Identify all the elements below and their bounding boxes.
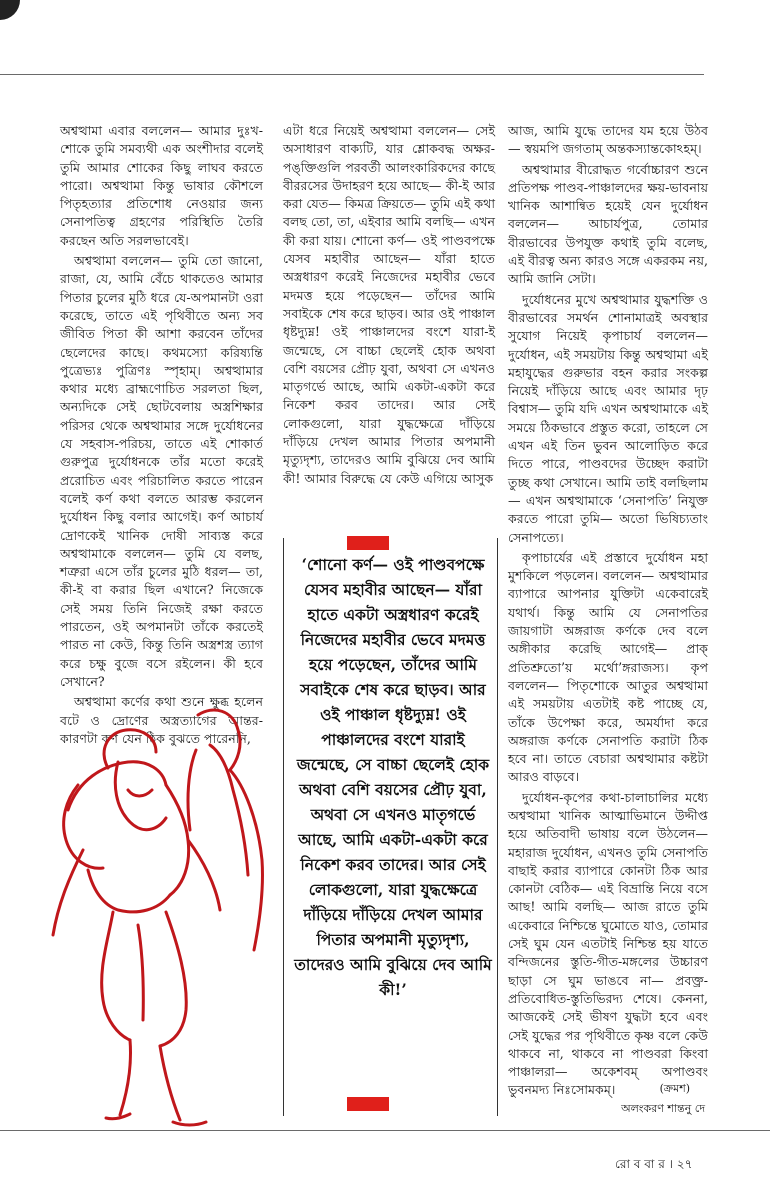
footer-separator: । [668,1157,677,1171]
continued-label: (ক্রমশ) [659,1082,690,1095]
footer-rule [0,1130,770,1131]
warrior-illustration [48,690,288,1130]
pull-quote: ‘শোনো কর্ণ— ওই পাণ্ডবপক্ষে যেসব মহাবীর আছেন— যাঁরা হাতে একটা অস্ত্রধারণ করেই নিজেদের মহাবীর ভেবে মদমত্ত হয়ে পড়েছেন, তাঁদের আমি সবাইকে শেষ করে ছাড়ব। আর ওই পাঞ্চাল ধৃষ্টদ্যুম্ন! ওই পাঞ্চালদের বংশে যারাই জন্মেছে, সে বাচ্চা ছেলেই হোক অথবা বেশি বয়সের প্রৌঢ় যুবা, অথবা সে এখনও মাতৃগর্ভে আছে, আমি একটা-একটা করে নিকেশ করব তাদের। আর সেই লোকগুলো, যারা যুদ্ধক্ষেত্রে দাঁড়িয়ে দাঁড়িয়ে দেখল আমার পিতার অপমানী মৃত্যুদৃশ্য, তাদেরও আমি বুঝিয়ে দেব আমি কী!’ [294,555,492,999]
header-rule [0,74,704,75]
paragraph: অশ্বত্থামা কর্ণের কথা শুনে ক্ষুব্ধ হলেন বটে ও দ্রোণের অস্ত্রত্যাগের আন্তর-কারণটা কর্ণ যেন ঠিক বুঝতে পারেননি, [60,694,263,746]
quote-right-rule [497,538,498,1116]
paragraph: দুর্যোধন-কৃপের কথা-চালাচালির মধ্যে অশ্বত্থামা খানিক আত্মাভিমানে উদ্দীপ্ত হয়ে অতিবাদী ভাষায় বলে উঠলেন— মহারাজ দুর্যোধন, এখনও তুমি সেনাপতি বাছাই করার ব্যাপারে কোনটা ঠিক আর কোনটা বেঠিক— এই বিভ্রান্তি নিয়ে বসে আছ! আমি বলছি— আজ রাতে তুমি একেবারে নিশ্চিন্তে ঘুমোতে যাও, তোমার সেই ঘুম যেন এতটাই নিশ্চিন্ত হয় যাতে বন্দিজনের স্তুতি-গীত-মঙ্গলের উচ্চারণ ছাড়া সে ঘুম ভাঙবে না— প্রবক্ত্র-প্রতিবোধিত-স্তুতিভিরদ্য শেষে। কেননা, আজকেই সেই ভীষণ যুদ্ধটা হবে এবং সেই যুদ্ধের পর পৃথিবীতে কৃষ্ণ বলে কেউ থাকবে না, থাকবে না পাণ্ডবরা কিংবা পাঞ্চালরা— অকেশবম্‌ অপাণ্ডবং ভুবনমদ্য নিঃসোমকম্‌। [508,789,708,1098]
article-column-2 [283,122,495,490]
section-label: রো ব বা র [615,1157,665,1171]
page-number: ২৭ [676,1157,693,1171]
paragraph: অশ্বত্থামার বীরোদ্ধত গর্বোচ্চারণ শুনে প্রতিপক্ষ পাণ্ডব-পাঞ্চালদের ক্ষয়-ভাবনায় খানিক আশান্বিত হয়েই যেন দুর্যোধন বললেন— আচার্যপুত্র, তোমার বীরভাবের উপযুক্ত কথাই তুমি বলেছ, এই বীরত্ব অন্য কারও সঙ্গে একরকম নয়, আমি জানি সেটা। [508,161,708,287]
article-column-3 [508,122,708,1102]
article-column-1 [60,122,263,750]
paragraph: এটা ধরে নিয়েই অশ্বত্থামা বললেন— সেই অসাধারণ বাক্যটি, যার শ্লোকবদ্ধ অক্ষর-পঙ্‌ক্তিগুলি পরবর্তী আলংকারিকদের কাছে বীররসের উদাহরণ হয়ে আছে— কী-ই আর করা যেত— কিমত্র ক্রিয়তে— তুমি এই কথা বলছ তো, তা, এইবার আমি বলছি— এখন কী করা যায়। শোনো কর্ণ— ওই পাণ্ডবপক্ষে যেসব মহাবীর আছেন— যাঁরা হাতে অস্ত্রধারণ করেই নিজেদের মহাবীর ভেবে মদমত্ত হয়ে পড়েছেন— তাঁদের আমি সবাইকে শেষ করে ছাড়ব। আর ওই পাঞ্চাল ধৃষ্টদ্যুম্ন! ওই পাঞ্চালদের বংশে যারা-ই জন্মেছে, সে বাচ্চা ছেলেই হোক অথবা বেশি বয়সের প্রৌঢ় যুবা, অথবা সে এখনও মাতৃগর্ভে আছে, আমি একটা-একটা করে নিকেশ করব তাদের। আর সেই লোকগুলো, যারা যুদ্ধক্ষেত্রে দাঁড়িয়ে দাঁড়িয়ে দেখল আমার পিতার অপমানী মৃত্যুদৃশ্য, তাদেরও আমি বুঝিয়ে দেব আমি কী! আমার বিরুদ্ধে যে কেউ এগিয়ে আসুক [283,123,495,486]
paragraph: কৃপাচার্যের এই প্রস্তাবে দুর্যোধন মহা মুশকিলে পড়লেন। বললেন— অশ্বত্থামার ব্যাপারে আপনার যুক্তিটা একেবারেই যথার্থ। কিন্তু আমি যে সেনাপতির জায়গাটা অঙ্গরাজ কর্ণকে দেব বলে অঙ্গীকার করেছি আগেই— প্রাক্‌ প্রতিশ্রুতো’য় মর্থো’ঙ্গরাজস্য। কৃপ বললেন— পিতৃশোকে আতুর অশ্বত্থামা এই সময়টায় এতটাই কষ্ট পাচ্ছে যে, তাঁকে উপেক্ষা করে, অমর্যাদা করে অঙ্গরাজ কর্ণকে সেনাপতি করাটা ঠিক হবে না। তাতে বেচারা অশ্বত্থামার কষ্টটা আরও বাড়বে। [508,549,708,785]
paragraph: আজ, আমি যুদ্ধে তাদের যম হয়ে উঠব— স্বয়মপি জগতাম্‌ অন্তকস্যান্তকোঽহম্‌। [508,123,708,157]
corner-crop-mark [0,0,40,40]
page-footer [615,1156,692,1176]
quote-top-bar [347,536,389,550]
paragraph: অশ্বত্থামা বললেন— তুমি তো জানো, রাজা, যে, আমি বেঁচে থাকতেও আমার পিতার চুলের মুঠি ধরে যে-অপমানটা ওরা করেছে, তাতে এই পৃথিবীতে অন্য সব জীবিত পিতা কী আশা করবেন তাঁদের ছেলেদের কাছে। কথমস্যো করিষ্যন্তি পুত্রেভ্যঃ পুত্রিণঃ স্পৃহাম্‌। অশ্বত্থামার কথার মধ্যে ব্রাহ্মণোচিত সরলতা ছিল, অন্যদিকে সেই ছোটবেলায় অস্ত্রশিক্ষার পরিসর থেকে অশ্বত্থামার সঙ্গে দুর্যোধনের যে সহবাস-পরিচয়, তাতে এই শোকার্ত গুরুপুত্র দুর্যোধনকে তাঁর মতো করেই প্ররোচিত এবং পরিচালিত করতে পারেন বলেই কর্ণ কথা বলতে আরম্ভ করলেন দুর্যোধন কিছু বলার আগেই। কর্ণ আচার্য দ্রোণকেই খানিক দোষী সাব্যস্ত করে অশ্বত্থামাকে বললেন— তুমি যে বলছ, শত্রুরা এসে তাঁর চুলের মুঠি ধরল— তা, কী-ই বা করার ছিল এখানে? নিজেকে সেই সময় তিনি নিজেই রক্ষা করতে পারতেন, ওই অপমানটা তাঁকে করতেই পারত না কেউ, কিন্তু তিনি অস্ত্রশস্ত্র ত্যাগ করে চক্ষু বুজে বসে রইলেন। কী হবে সেখানে? [60,253,263,689]
quote-bottom-bar [347,1097,389,1111]
illustration-credit: অলংকরণ শান্তনু দে [621,1102,705,1115]
paragraph: দুর্যোধনের মুখে অশ্বত্থামার যুদ্ধশক্তি ও বীরভাবের সমর্থন শোনামাত্রই অবস্থার সুযোগ নিয়েই কৃপাচার্য বললেন— দুর্যোধন, এই সময়টায় কিন্তু অশ্বত্থামা এই মহাযুদ্ধের গুরুভার বহন করার সংকল্প নিয়েই দাঁড়িয়ে আছে এবং আমার দৃঢ় বিশ্বাস— তুমি যদি এখন অশ্বত্থামাকে এই সময়ে ঠিকভাবে প্রস্তুত করো, তাহলে সে এখন এই তিন ভুবন আলোড়িত করে দিতে পারে, পাণ্ডবদের উচ্ছেদ করাটা তুচ্ছ কথা সেখানে। আমি তাই বলছিলাম— এখন অশ্বত্থামাকে ‘সেনাপতি’ নিযুক্ত করতে পারো তুমি— অতো ভিষিচ্যতাং সেনাপত্যে। [508,291,708,545]
paragraph: অশ্বত্থামা এবার বললেন— আমার দুঃখ-শোকে তুমি সমব্যথী এক অংশীদার বলেই তুমি আমার শোকের কিছু লাঘব করতে পারো। অশ্বত্থামা কিন্তু ভাষার কৌশলে পিতৃহত্যার প্রতিশোধ নেওয়ার জন্য সেনাপতিত্ব গ্রহণের পরিস্থিতি তৈরি করছেন অতি সরলভাবেই। [60,123,263,248]
